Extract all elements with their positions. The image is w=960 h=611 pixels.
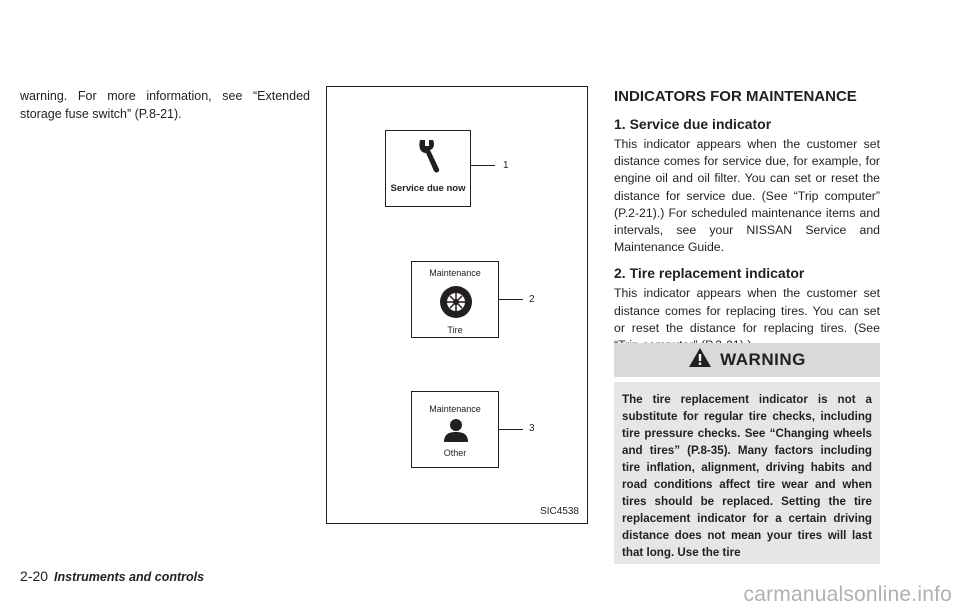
figure-code: SIC4538: [540, 506, 579, 517]
wrench-icon: [414, 138, 444, 179]
watermark: carmanualsonline.info: [743, 583, 952, 606]
tire-maintenance-panel: [411, 261, 499, 338]
left-column: [20, 88, 310, 123]
warning-body: [614, 382, 880, 564]
subsection-title: 1. Service due indicator: [614, 116, 772, 132]
warning-triangle-icon: [688, 347, 712, 373]
warning-title: WARNING: [720, 350, 806, 369]
callout-line: [471, 165, 495, 166]
subsection-body: This indicator appears when the customer set distance comes for service due, for example, for engine oil and oil filter. You can set or reset the distance for service due. (See “Trip computer” (P.2-21).) For scheduled maintenance items and intervals, see your NISSAN Service and Maintenance Guide.: [614, 137, 880, 255]
callout-line: [499, 429, 523, 430]
page-number: 2-20: [20, 568, 49, 584]
callout-line: [499, 299, 523, 300]
indicator-figure: [326, 86, 588, 524]
subsection-title: 2. Tire replacement indicator: [614, 265, 805, 282]
callout-number: 3: [529, 423, 535, 434]
service-due-panel: [385, 130, 471, 207]
warning-text: The tire replacement indicator is not a substitute for regular tire checks, including tire pressure checks. See “Changing wheels and tires” (P.8-35). Many factors including tire inflation, alignment, driving habits and road conditions affect tire wear and when tires should be replaced. Setting the tire replacement indicator for a certain driving distance does not mean your tires will last that long. Use the tire: [622, 393, 872, 559]
right-column: [614, 88, 880, 354]
panel-top-label: Maintenance: [429, 268, 481, 278]
section-heading: INDICATORS FOR MAINTENANCE: [614, 88, 857, 105]
panel-bottom-label: Tire: [447, 325, 463, 335]
callout-number: 2: [529, 294, 535, 305]
callout-number: 1: [503, 160, 509, 171]
panel-bottom-label: Other: [443, 448, 467, 458]
subsection-body: This indicator appears when the customer set distance comes for replacing tires. You can set or reset the distance for replacing tires. (See: [614, 286, 880, 335]
page-footer: [20, 568, 204, 584]
panel-top-label: Maintenance: [429, 404, 481, 414]
other-maintenance-panel: [411, 391, 499, 468]
tire-icon: [438, 284, 474, 325]
panel-bottom-label: Service due now: [390, 183, 466, 194]
section-name: Instruments and controls: [54, 570, 205, 584]
left-paragraph: warning. For more information, see “Extended storage fuse switch” (P.8-21).: [20, 89, 310, 121]
warning-header: [614, 343, 880, 377]
person-icon: [443, 418, 469, 449]
